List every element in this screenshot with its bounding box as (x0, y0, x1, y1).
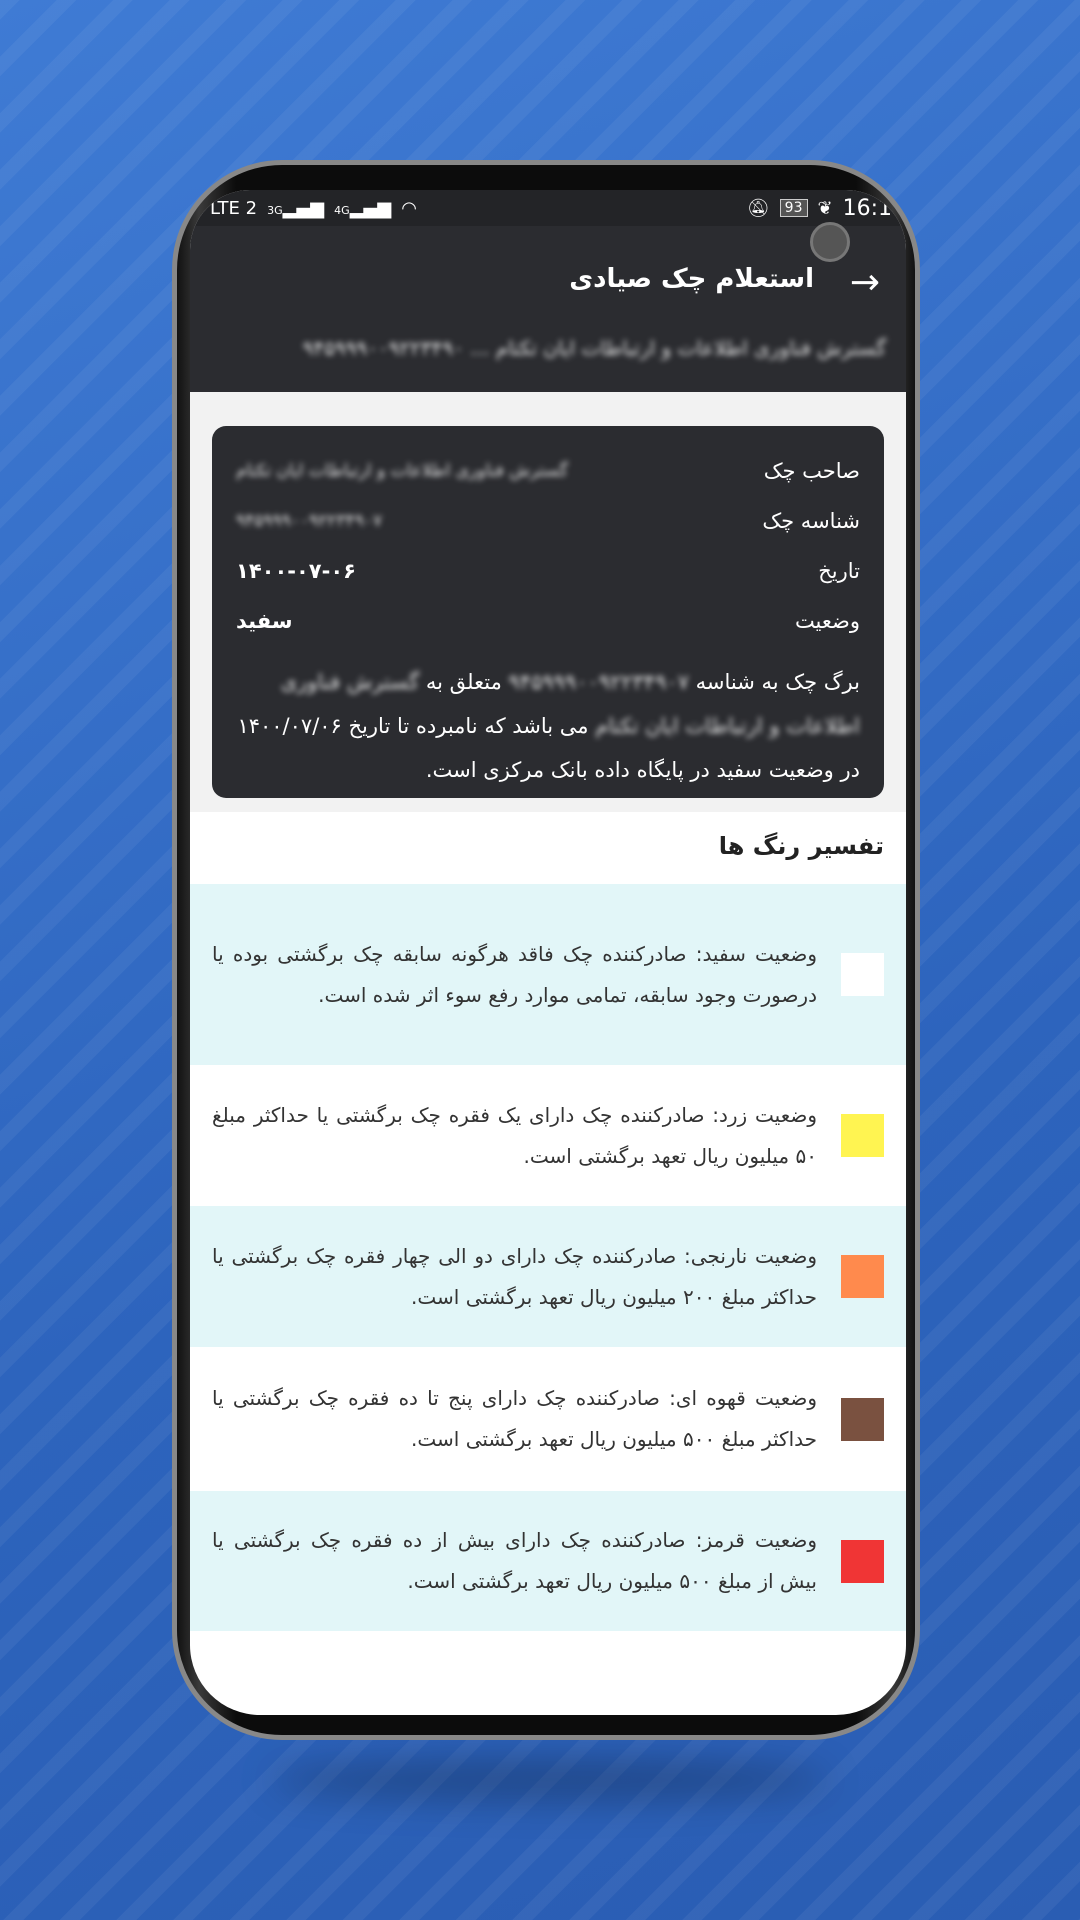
screen (190, 190, 906, 1715)
wifi-icon: ◠ (401, 197, 417, 219)
date-label: تاریخ (818, 559, 860, 583)
legend-text: وضعیت سفید: صادرکننده چک فاقد هرگونه سابقه چک برگشتی بوده یا درصورت وجود سابقه، تمامی موارد رفع سوء اثر شده است. (212, 941, 817, 1007)
front-camera (810, 222, 850, 262)
status-value: سفید (236, 609, 293, 633)
legend-item-orange (190, 1206, 906, 1347)
id-label: شناسه چک (762, 509, 860, 533)
legend-item-red (190, 1491, 906, 1631)
phone-shadow (270, 1760, 830, 1800)
status-bar (190, 190, 906, 226)
mute-icon: 🔕︎ (746, 197, 770, 219)
carrier-label: LTE 2 (210, 197, 258, 219)
legend-text: وضعیت زرد: صادرکننده چک دارای یک فقره چک برگشتی یا حداکثر مبلغ ۵۰ میلیون ریال تعهد برگشتی است. (212, 1102, 817, 1168)
app-header (190, 226, 906, 392)
time: 16:1 (842, 195, 892, 221)
page-subtitle: گسترش فناوری اطلاعات و ارتباطات ایان تکتام ... ۹۴۵۹۹۹۰۰۹۲۲۳۴۹۰ (302, 336, 886, 360)
id-row (236, 496, 860, 546)
desc-part-3: می باشد که نامبرده تا تاریخ ۱۴۰۰/۰۷/۰۶ در وضعیت سفید در پایگاه داده بانک مرکزی است. (237, 714, 860, 782)
desc-part-1: برگ چک به شناسه (695, 670, 860, 694)
desc-part-2: متعلق به (425, 670, 502, 694)
status-label: وضعیت (794, 609, 860, 633)
id-value: ۹۴۵۹۹۹۰۰۹۲۲۳۴۹۰۷ (236, 511, 383, 531)
color-legend (190, 884, 906, 1631)
legend-title: تفسیر رنگ ها (718, 832, 884, 860)
battery-level: 93 (780, 199, 808, 217)
desc-owner: گسترش فناوری اطلاعات و ارتباطات ایان تکتام (280, 670, 860, 738)
check-info-card (212, 426, 884, 798)
legend-item-white (190, 884, 906, 1065)
status-row (236, 596, 860, 646)
net2-label: 4G (334, 203, 350, 217)
legend-text: وضعیت قهوه ای: صادرکننده چک دارای پنج تا ده فقره چک برگشتی یا حداکثر مبلغ ۵۰۰ میلیون ریال تعهد برگشتی است. (212, 1386, 817, 1451)
legend-item-brown (190, 1347, 906, 1491)
color-swatch (841, 953, 884, 996)
leaf-icon: ❦ (817, 197, 833, 219)
desc-id: ۹۴۵۹۹۹۰۰۹۲۲۳۴۹۰۷ (508, 670, 689, 694)
legend-text: وضعیت قرمز: صادرکننده چک دارای بیش از ده فقره چک برگشتی یا بیش از مبلغ ۵۰۰ میلیون ریال تعهد برگشتی است. (212, 1528, 817, 1593)
signal-3g-icon: 3G▂▄▆ (267, 197, 325, 219)
date-value: ۱۴۰۰-۰۷-۰۶ (236, 559, 356, 583)
result-section (190, 392, 906, 812)
owner-label: صاحب چک (763, 459, 860, 483)
result-description (236, 660, 860, 792)
signal-4g-icon: 4G▂▄▆ (334, 197, 392, 219)
legend-text: وضعیت نارنجی: صادرکننده چک دارای دو الی چهار فقره چک برگشتی یا حداکثر مبلغ ۲۰۰ میلیون ریال تعهد برگشتی است. (212, 1243, 817, 1309)
color-swatch (841, 1255, 884, 1298)
back-arrow-icon[interactable]: → (849, 262, 880, 303)
net1-label: 3G (267, 203, 283, 217)
color-swatch (841, 1114, 884, 1157)
legend-item-yellow (190, 1065, 906, 1206)
page-title: استعلام چک صیادی (569, 264, 814, 294)
color-swatch (841, 1398, 884, 1441)
date-row (236, 546, 860, 596)
owner-row (236, 446, 860, 496)
color-swatch (841, 1540, 884, 1583)
owner-value: گسترش فناوری اطلاعات و ارتباطات ایان تکتام (236, 461, 568, 481)
